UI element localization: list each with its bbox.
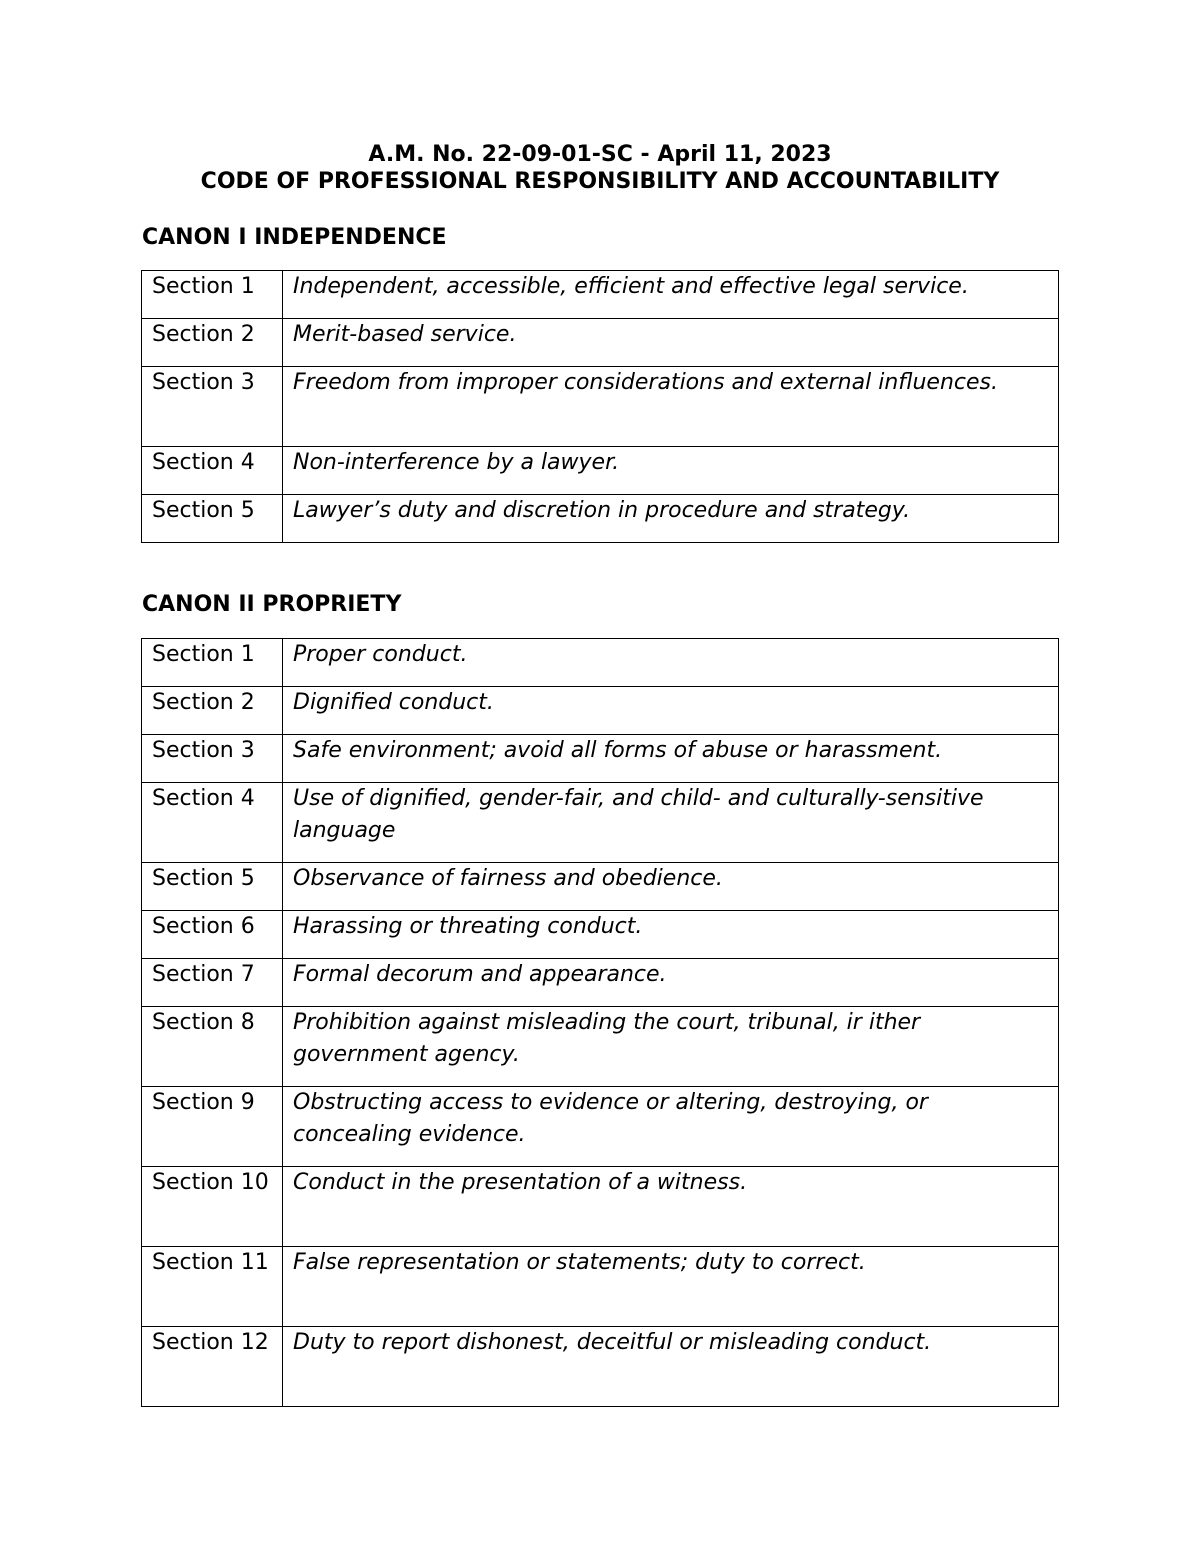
section-title: Dignified conduct. [283, 687, 1059, 735]
table-row [142, 639, 1059, 687]
section-number: Section 12 [142, 1327, 283, 1407]
canon-2-heading: CANON II PROPRIETY [142, 592, 402, 617]
table-row [142, 911, 1059, 959]
section-title: Freedom from improper considerations and external influences. [283, 367, 1059, 447]
table-row [142, 959, 1059, 1007]
section-number: Section 7 [142, 959, 283, 1007]
section-number: Section 1 [142, 639, 283, 687]
table-row [142, 1247, 1059, 1327]
section-title: Duty to report dishonest, deceitful or misleading conduct. [283, 1327, 1059, 1407]
section-number: Section 5 [142, 863, 283, 911]
section-title: False representation or statements; duty to correct. [283, 1247, 1059, 1327]
document-title [0, 141, 1200, 195]
section-title: Non-interference by a lawyer. [283, 447, 1059, 495]
table-row [142, 367, 1059, 447]
section-title: Harassing or threating conduct. [283, 911, 1059, 959]
table-row [142, 447, 1059, 495]
table-row [142, 319, 1059, 367]
section-number: Section 2 [142, 319, 283, 367]
section-number: Section 9 [142, 1087, 283, 1167]
section-number: Section 6 [142, 911, 283, 959]
section-number: Section 4 [142, 783, 283, 863]
section-title: Proper conduct. [283, 639, 1059, 687]
section-title: Obstructing access to evidence or altering, destroying, or concealing evidence. [283, 1087, 1059, 1167]
table-row [142, 495, 1059, 543]
section-title: Formal decorum and appearance. [283, 959, 1059, 1007]
section-title: Use of dignified, gender-fair, and child- and culturally-sensitive language [283, 783, 1059, 863]
section-number: Section 1 [142, 271, 283, 319]
canon-2-table [141, 638, 1059, 1407]
canon-1-heading: CANON I INDEPENDENCE [142, 225, 447, 250]
section-title: Merit-based service. [283, 319, 1059, 367]
section-title: Prohibition against misleading the court, tribunal, ir ither government agency. [283, 1007, 1059, 1087]
table-row [142, 783, 1059, 863]
table-row [142, 1087, 1059, 1167]
table-row [142, 863, 1059, 911]
section-number: Section 2 [142, 687, 283, 735]
table-row [142, 1007, 1059, 1087]
table-row [142, 271, 1059, 319]
section-number: Section 8 [142, 1007, 283, 1087]
table-row [142, 1167, 1059, 1247]
section-title: Conduct in the presentation of a witness. [283, 1167, 1059, 1247]
section-title: Independent, accessible, efficient and effective legal service. [283, 271, 1059, 319]
section-title: Lawyer’s duty and discretion in procedure and strategy. [283, 495, 1059, 543]
section-number: Section 10 [142, 1167, 283, 1247]
table-row [142, 1327, 1059, 1407]
section-number: Section 3 [142, 367, 283, 447]
table-row [142, 735, 1059, 783]
table-row [142, 687, 1059, 735]
section-title: Safe environment; avoid all forms of abuse or harassment. [283, 735, 1059, 783]
section-number: Section 11 [142, 1247, 283, 1327]
section-title: Observance of fairness and obedience. [283, 863, 1059, 911]
canon-1-table [141, 270, 1059, 543]
section-number: Section 3 [142, 735, 283, 783]
section-number: Section 5 [142, 495, 283, 543]
title-line-2: CODE OF PROFESSIONAL RESPONSIBILITY AND ACCOUNTABILITY [200, 169, 1000, 194]
title-line-1: A.M. No. 22-09-01-SC - April 11, 2023 [368, 142, 832, 167]
section-number: Section 4 [142, 447, 283, 495]
